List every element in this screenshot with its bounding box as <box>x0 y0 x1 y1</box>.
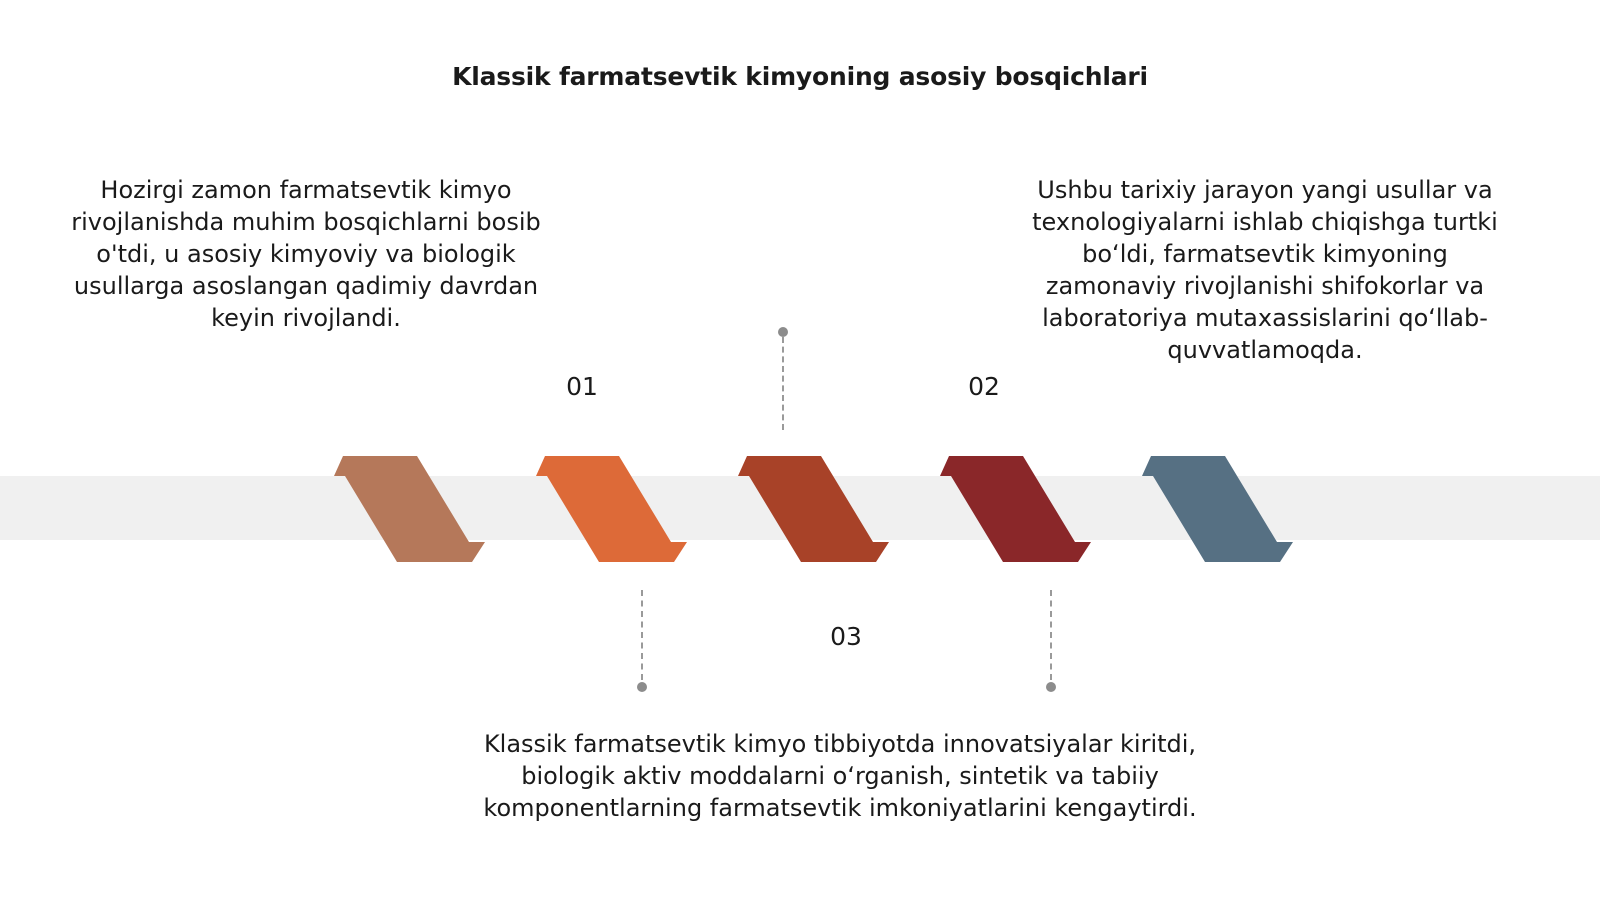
chevron-4 <box>940 456 1091 562</box>
connector-dot-bottom-left <box>637 682 647 692</box>
step-01-number: 01 <box>566 372 598 401</box>
step-03-description: Klassik farmatsevtik kimyo tibbiyotda innovatsiyalar kiritdi, biologik aktiv moddalarni oʻrganish, sintetik va tabiiy komponentlarning farmatsevtik imkoniyatlarini kengaytirdi. <box>483 730 1197 822</box>
connector-dot-bottom-right <box>1046 682 1056 692</box>
connector-dot-top <box>778 327 788 337</box>
connector-line-bottom-left <box>641 590 643 680</box>
step-01-description: Hozirgi zamon farmatsevtik kimyo rivojlanishda muhim bosqichlarni bosib o'tdi, u asosiy kimyoviy va biologik usullarga asoslangan qadimiy davrdan keyin rivojlandi. <box>71 176 541 332</box>
chevron-1 <box>334 456 485 562</box>
connector-line-top <box>782 337 784 430</box>
connector-line-bottom-right <box>1050 590 1052 680</box>
chevron-3 <box>738 456 889 562</box>
step-02-description: Ushbu tarixiy jarayon yangi usullar va texnologiyalarni ishlab chiqishga turtki boʻldi, farmatsevtik kimyoning zamonaviy rivojlanishi shifokorlar va laboratoriya mutaxassislarini qoʻllab-quvvatlamoqda. <box>1032 176 1498 364</box>
chevron-5 <box>1142 456 1293 562</box>
page-title: Klassik farmatsevtik kimyoning asosiy bosqichlari <box>452 62 1148 91</box>
chevron-2 <box>536 456 687 562</box>
step-02-number: 02 <box>968 372 1000 401</box>
step-03-number: 03 <box>830 622 862 651</box>
